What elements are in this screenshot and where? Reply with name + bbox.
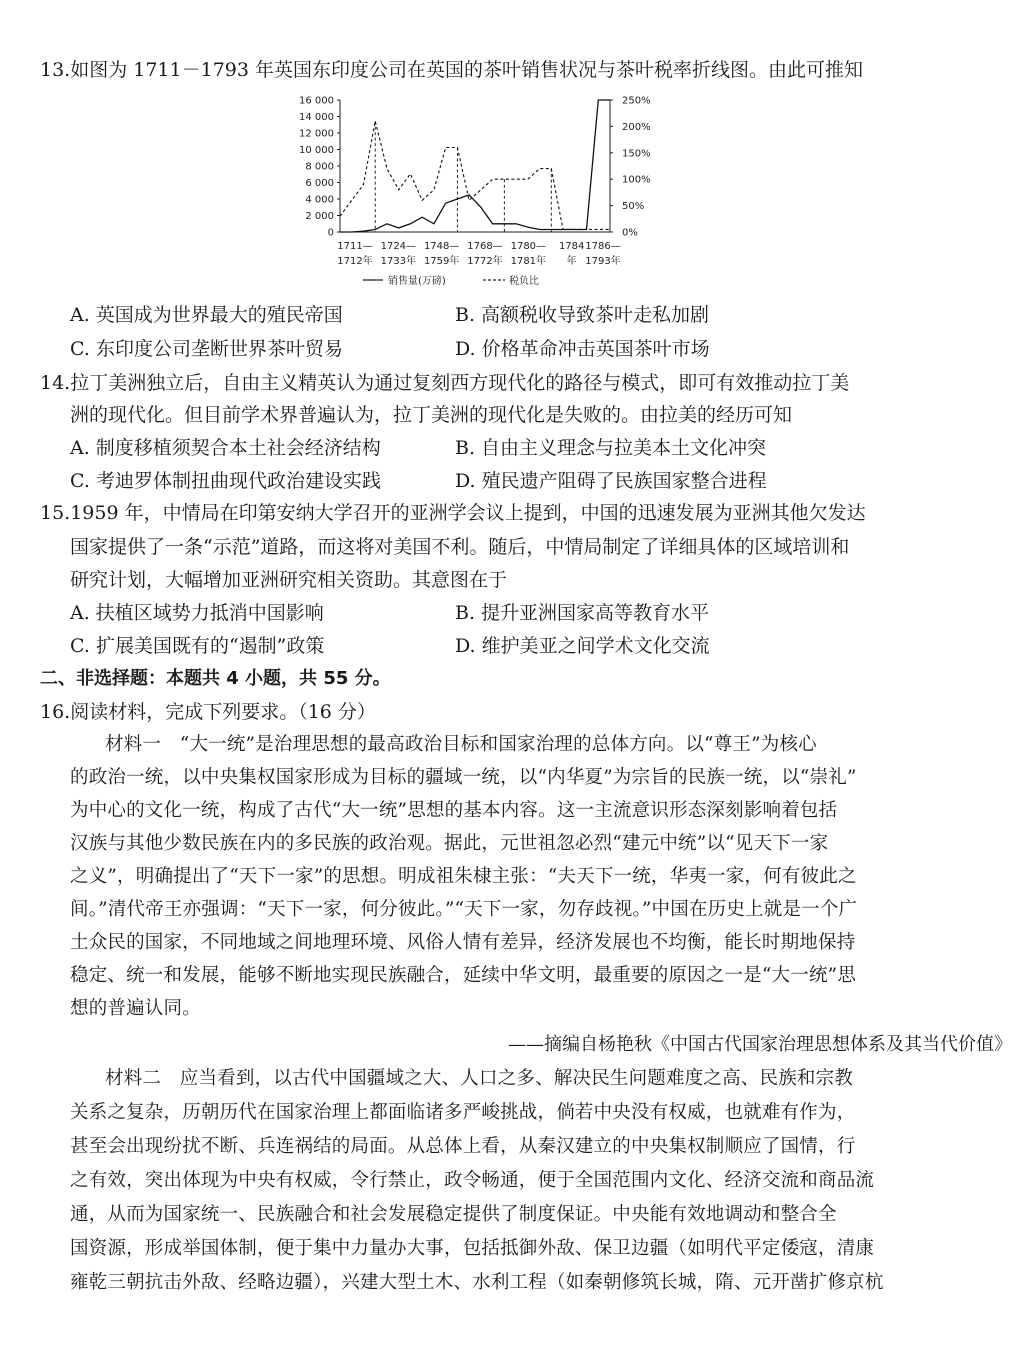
- left-tick-label: 12 000: [299, 128, 334, 140]
- left-tick-label: 16 000: [299, 95, 334, 107]
- right-tick-label: 250%: [622, 95, 651, 107]
- material-2-line-1: 材料二 应当看到，以古代中国疆域之大、人口之多、解决民生问题难度之高、民族和宗教: [105, 1068, 854, 1089]
- section-2-title: 二、非选择题：本题共 4 小题，共 55 分。: [40, 668, 391, 689]
- x-tick-label-bottom: 1781年: [510, 256, 547, 267]
- material-1-line-4: 汉族与其他少数民族在内的多民族的政治观。据此，元世祖忽必烈“建元中统”以“见天下一家: [70, 833, 829, 854]
- material-1-line-2: 的政治一统，以中央集权国家形成为目标的疆域一统，以“内华夏”为宗旨的民族一统，以“崇礼”: [70, 767, 857, 788]
- q15-option-a[interactable]: A. 扶植区域势力抵消中国影响: [70, 602, 324, 624]
- legend-dashed-label: 税负比: [509, 276, 539, 287]
- q14-stem-line-2: 洲的现代化。但目前学术界普遍认为，拉丁美洲的现代化是失败的。由拉美的经历可知: [70, 404, 793, 426]
- right-tick-label: 150%: [622, 148, 651, 160]
- q15-option-d[interactable]: D. 维护美亚之间学术文化交流: [455, 635, 710, 657]
- q15-stem-line-3: 研究计划，大幅增加亚洲研究相关资助。其意图在于: [70, 569, 508, 591]
- q13-option-d[interactable]: D. 价格革命冲击英国茶叶市场: [455, 338, 710, 360]
- x-tick-label-bottom: 1772年: [467, 256, 503, 267]
- tea-sales-tax-chart: [255, 92, 675, 292]
- q15-stem-line-1: 15.1959 年，中情局在印第安纳大学召开的亚洲学会议上提到，中国的迅速发展为亚洲其他欠发达: [40, 502, 866, 524]
- material-1-line-6: 间。”清代帝王亦强调：“天下一家，何分彼此。”“天下一家，勿存歧视。”中国在历史上就是一个广: [70, 899, 858, 920]
- left-tick-label: 14 000: [299, 112, 334, 123]
- q16-stem: 16.阅读材料，完成下列要求。（16 分）: [40, 701, 376, 723]
- material-2-line-7: 雍乾三朝抗击外敌、经略边疆），兴建大型土木、水利工程（如秦朝修筑长城，隋、元开凿扩修京杭: [70, 1272, 884, 1293]
- left-tick-label: 2 000: [305, 211, 334, 222]
- material-1-line-9: 想的普遍认同。: [70, 998, 201, 1019]
- x-tick-label-top: 1748—: [423, 241, 460, 252]
- x-tick-label-bottom: 1793年: [585, 256, 621, 267]
- right-tick-label: 200%: [622, 121, 651, 133]
- material-2-line-2: 关系之复杂，历朝历代在国家治理上都面临诸多严峻挑战，倘若中央没有权威，也就难有作为，: [70, 1102, 856, 1123]
- right-tick-label: 100%: [622, 174, 651, 186]
- q14-option-c[interactable]: C. 考迪罗体制扭曲现代政治建设实践: [70, 470, 381, 492]
- right-axis-ticks: [610, 96, 651, 239]
- q13-option-b[interactable]: B. 高额税收导致茶叶走私加剧: [455, 304, 710, 326]
- x-tick-label-bottom: 1759年: [423, 256, 460, 267]
- left-tick-label: 8 000: [305, 161, 334, 173]
- q13-stem: 13.如图为 1711－1793 年英国东印度公司在英国的茶叶销售状况与茶叶税率折线图。由此可推知: [40, 59, 864, 81]
- chart-legend: [363, 274, 539, 287]
- x-tick-label-top: 1768—: [467, 241, 503, 252]
- x-axis-ticks: [337, 241, 620, 267]
- material-1-line-3: 为中心的文化一统，构成了古代“大一统”思想的基本内容。这一主流意识形态深刻影响着包括: [70, 800, 838, 821]
- material-1-line-7: 土众民的国家，不同地域之间地理环境、风俗人情有差异，经济发展也不均衡，能长时期地保持: [70, 932, 856, 953]
- q14-option-b[interactable]: B. 自由主义理念与拉美本土文化冲突: [455, 437, 767, 459]
- left-axis-ticks: [299, 96, 340, 239]
- q14-option-d[interactable]: D. 殖民遗产阻碍了民族国家整合进程: [455, 470, 767, 492]
- x-tick-label-top: 1711—: [337, 241, 373, 252]
- x-tick-label-top: 1784: [558, 241, 585, 252]
- material-2-line-4: 之有效，突出体现为中央有权威，令行禁止，政令畅通，便于全国范围内文化、经济交流和商品流: [70, 1170, 875, 1191]
- q15-option-c[interactable]: C. 扩展美国既有的“遏制”政策: [70, 635, 325, 657]
- x-tick-label-bottom: 年: [566, 256, 577, 267]
- right-tick-label: 0%: [622, 227, 638, 239]
- q13-option-c[interactable]: C. 东印度公司垄断世界茶叶贸易: [70, 338, 343, 360]
- material-1-line-1: 材料一 “大一统”是治理思想的最高政治目标和国家治理的总体方向。以“尊王”为核心: [105, 734, 817, 755]
- left-tick-label: 4 000: [305, 194, 334, 206]
- material-2-line-5: 通，从而为国家统一、民族融合和社会发展稳定提供了制度保证。中央能有效地调动和整合全: [70, 1204, 837, 1225]
- q13-option-a[interactable]: A. 英国成为世界最大的殖民帝国: [70, 304, 343, 326]
- x-tick-label-bottom: 1733年: [380, 256, 417, 267]
- legend-solid-label: 销售量(万磅): [388, 276, 446, 287]
- material-1-line-8: 稳定、统一和发展，能够不断地实现民族融合，延续中华文明，最重要的原因之一是“大一统”思: [70, 965, 857, 986]
- q15-option-b[interactable]: B. 提升亚洲国家高等教育水平: [455, 602, 710, 624]
- material-2-line-3: 甚至会出现纷扰不断、兵连祸结的局面。从总体上看，从秦汉建立的中央集权制顺应了国情，行: [70, 1136, 856, 1157]
- sales-volume-line: [340, 100, 610, 232]
- x-tick-label-top: 1780—: [510, 241, 547, 252]
- x-tick-label-bottom: 1712年: [337, 256, 373, 267]
- x-tick-label-top: 1786—: [585, 241, 621, 252]
- left-tick-label: 6 000: [305, 178, 334, 189]
- q14-stem-line-1: 14.拉丁美洲独立后，自由主义精英认为通过复刻西方现代化的路径与模式，即可有效推动拉丁美: [40, 372, 850, 394]
- q14-option-a[interactable]: A. 制度移植须契合本土社会经济结构: [70, 437, 381, 459]
- x-tick-label-top: 1724—: [380, 241, 417, 252]
- left-tick-label: 0: [327, 227, 334, 239]
- material-2-line-6: 国资源，形成举国体制，便于集中力量办大事，包括抵御外敌、保卫边疆（如明代平定倭寇，清康: [70, 1238, 875, 1259]
- left-tick-label: 10 000: [299, 145, 334, 156]
- material-1-line-5: 之义”，明确提出了“天下一家”的思想。明成祖朱棣主张：“夫天下一统，华夷一家，何有彼此之: [70, 866, 857, 887]
- right-tick-label: 50%: [622, 201, 645, 213]
- q15-stem-line-2: 国家提供了一条“示范”道路，而这将对美国不利。随后，中情局制定了详细具体的区域培训和: [70, 536, 850, 558]
- tax-ratio-line: [340, 121, 610, 229]
- material-1-source: ——摘编自杨艳秋《中国古代国家治理思想体系及其当代价值》: [508, 1034, 1012, 1055]
